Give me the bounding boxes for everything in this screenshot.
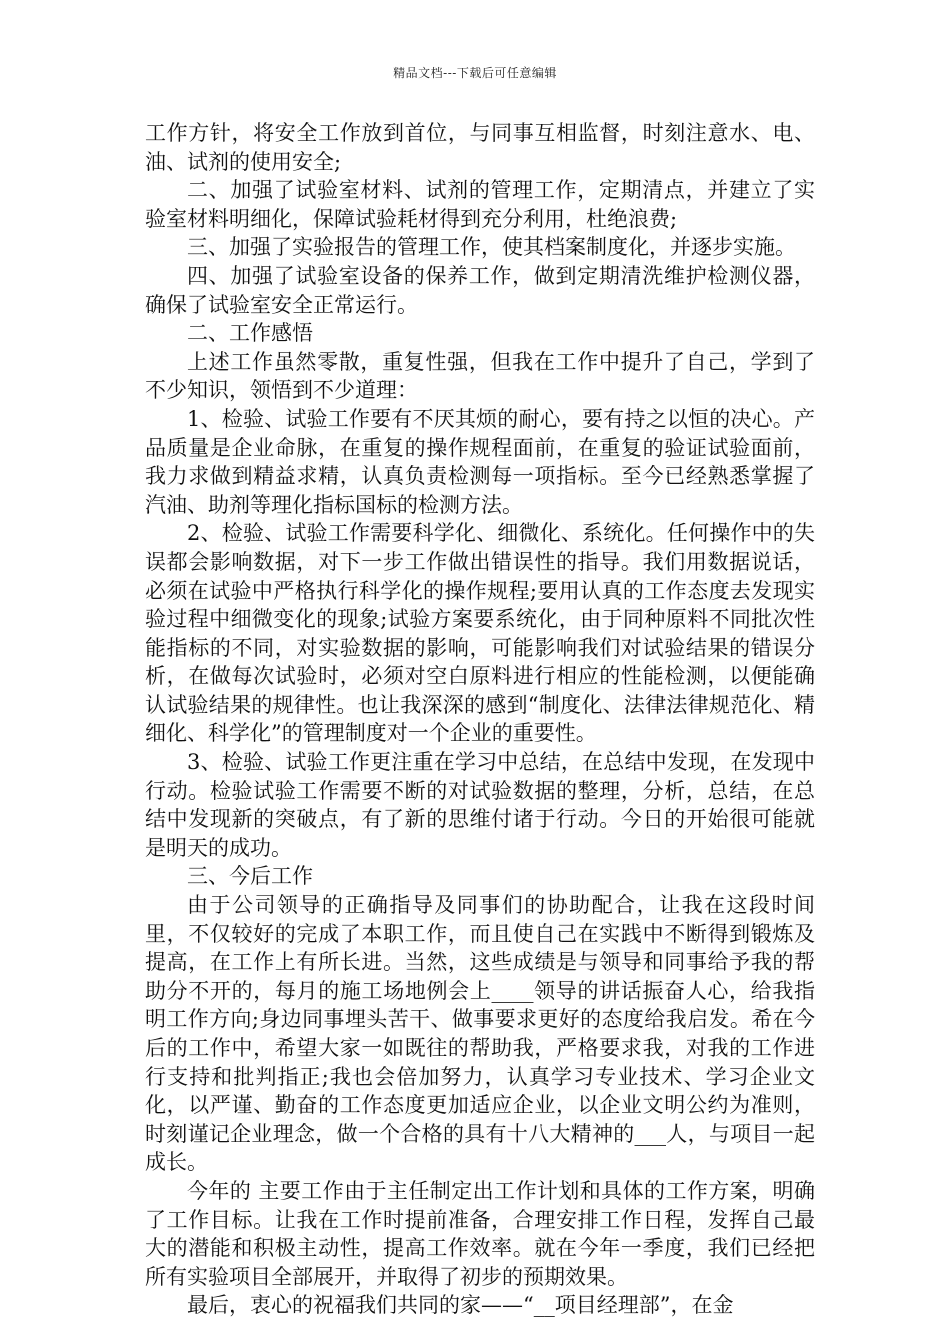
paragraph: 二、加强了试验室材料、试剂的管理工作，定期清点，并建立了实验室材料明细化，保障试验耗材得到充分利用，杜绝浪费;	[145, 178, 815, 231]
paragraph: 今年的 主要工作由于主任制定出工作计划和具体的工作方案，明确了工作目标。让我在工作时提前准备，合理安排工作日程，发挥自己最大的潜能和积极主动性，提高工作效率。就在今年一季度，我们已经把所有实验项目全部展开，并取得了初步的预期效果。	[145, 1178, 815, 1289]
paragraph: 3、检验、试验工作更注重在学习中总结，在总结中发现，在发现中行动。检验试验工作需要不断的对试验数据的整理，分析，总结，在总结中发现新的突破点，有了新的思维付诸于行动。今日的开始很可能就是明天的成功。	[145, 750, 815, 860]
document-body	[145, 119, 815, 1320]
paragraph: 1、检验、试验工作要有不厌其烦的耐心，要有持之以恒的决心。产品质量是企业命脉，在重复的操作规程面前，在重复的验证试验面前，我力求做到精益求精，认真负责检测每一项指标。至今已经熟悉掌握了汽油、助剂等理化指标国标的检测方法。	[145, 406, 815, 517]
section-heading: 二、工作感悟	[187, 321, 313, 346]
paragraph: 上述工作虽然零散，重复性强，但我在工作中提升了自己，学到了不少知识，领悟到不少道理：	[145, 349, 815, 403]
paragraph: 工作方针，将安全工作放到首位，与同事互相监督，时刻注意水、电、油、试剂的使用安全;	[145, 121, 815, 174]
paragraph: 三、加强了实验报告的管理工作，使其档案制度化，并逐步实施。	[187, 235, 796, 260]
paragraph: 由于公司领导的正确指导及同事们的协助配合，让我在这段时间里，不仅较好的完成了本职工作，而且使自己在实践中不断得到锻炼及提高，在工作上有所长进。当然，这些成绩是与领导和同事给予我的帮助分不开的，每月的施工场地例会上____领导的讲话振奋人心，给我指明工作方向;身边同事埋头苦干、做事要求更好的态度给我启发。希在今后的工作中，希望大家一如既往的帮助我，严格要求我，对我的工作进行支持和批判指正;我也会倍加努力，认真学习专业技术、学习企业文化，以严谨、勤奋的工作态度更加适应企业，以企业文明公约为准则，时刻谨记企业理念，做一个合格的具有十八大精神的___人，与项目一起成长。	[145, 893, 815, 1175]
paragraph: 四、加强了试验室设备的保养工作，做到定期清洗维护检测仪器，确保了试验室安全正常运行。	[145, 263, 815, 317]
section-heading: 三、今后工作	[187, 864, 313, 889]
paragraph: 最后，衷心的祝福我们共同的家——“__项目经理部”，在金	[187, 1293, 734, 1318]
page-header: 精品文档---下载后可任意编辑	[393, 66, 557, 80]
paragraph: 2、检验、试验工作需要科学化、细微化、系统化。任何操作中的失误都会影响数据，对下一步工作做出错误性的指导。我们用数据说话，必须在试验中严格执行科学化的操作规程;要用认真的工作态度去发现实验过程中细微变化的现象;试验方案要系统化，由于同种原料不同批次性能指标的不同，对实验数据的影响，可能影响我们对试验结果的错误分析，在做每次试验时，必须对空白原料进行相应的性能检测，以便能确认试验结果的规律性。也让我深深的感到“制度化、法律法律规范化、精细化、科学化”的管理制度对一个企业的重要性。	[145, 521, 815, 746]
